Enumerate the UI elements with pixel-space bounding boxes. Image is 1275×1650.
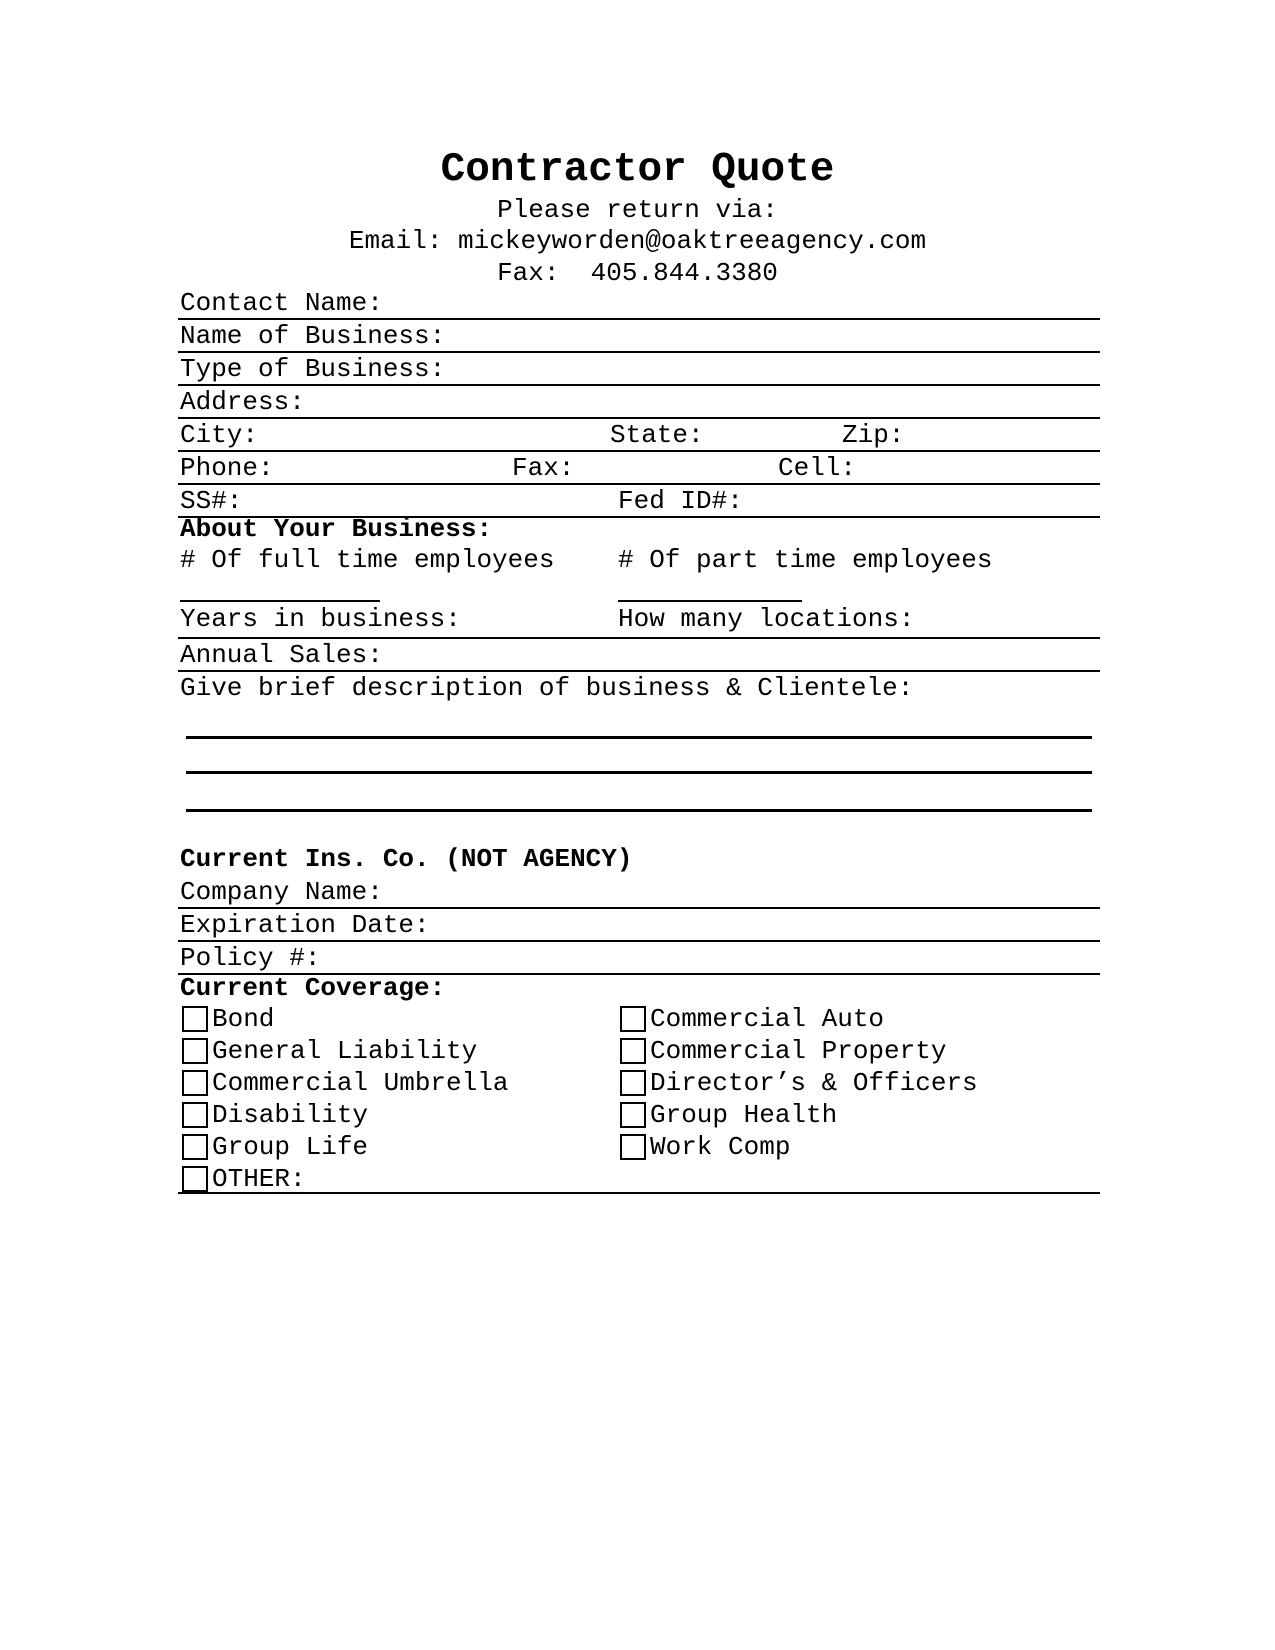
- ss-label: SS#:: [180, 486, 243, 516]
- fax-label: Fax:: [512, 453, 575, 483]
- coverage-row: [178, 1131, 1100, 1163]
- bond-checkbox[interactable]: [182, 1006, 208, 1032]
- coverage-row: [178, 1099, 1100, 1131]
- company-name-field[interactable]: [178, 876, 1100, 909]
- coverage-row: [178, 1003, 1100, 1035]
- description-label: Give brief description of business & Clientele:: [180, 673, 914, 703]
- phone-fax-cell-row[interactable]: [178, 452, 1100, 485]
- full-time-blank[interactable]: [180, 600, 380, 602]
- description-line-2[interactable]: [186, 771, 1092, 774]
- annual-sales-label: Annual Sales:: [180, 640, 383, 670]
- annual-sales-field[interactable]: [178, 639, 1100, 672]
- expiration-field[interactable]: [178, 909, 1100, 942]
- city-state-zip-row[interactable]: [178, 419, 1100, 452]
- business-name-label: Name of Business:: [180, 321, 446, 351]
- contact-section: [178, 287, 1100, 518]
- work-comp-label: Work Comp: [650, 1132, 791, 1162]
- commercial-property-checkbox[interactable]: [620, 1038, 646, 1064]
- current-insurance-section: [178, 843, 1100, 975]
- city-label: City:: [180, 420, 259, 450]
- directors-officers-checkbox[interactable]: [620, 1070, 646, 1096]
- group-health-checkbox[interactable]: [620, 1102, 646, 1128]
- employees-row: [178, 544, 1100, 609]
- return-instructions: Please return via:: [497, 195, 778, 225]
- bond-label: Bond: [212, 1004, 275, 1034]
- general-liability-checkbox[interactable]: [182, 1038, 208, 1064]
- part-time-label: # Of part time employees: [618, 545, 993, 575]
- description-row: [178, 672, 1100, 705]
- full-time-label: # Of full time employees: [180, 545, 555, 575]
- years-label: Years in business:: [180, 604, 461, 634]
- commercial-auto-checkbox[interactable]: [620, 1006, 646, 1032]
- disability-checkbox[interactable]: [182, 1102, 208, 1128]
- group-health-label: Group Health: [650, 1100, 838, 1130]
- commercial-auto-label: Commercial Auto: [650, 1004, 885, 1034]
- coverage-row: [178, 1067, 1100, 1099]
- part-time-blank[interactable]: [618, 600, 802, 602]
- company-name-label: Company Name:: [180, 877, 383, 907]
- return-email: Email: mickeyworden@oaktreeagency.com: [348, 226, 927, 256]
- about-heading-row: [178, 513, 1100, 544]
- business-name-field[interactable]: [178, 320, 1100, 353]
- group-life-checkbox[interactable]: [182, 1134, 208, 1160]
- directors-officers-label: Director’s & Officers: [650, 1068, 978, 1098]
- contact-name-field[interactable]: [178, 287, 1100, 320]
- return-fax: Fax: 405.844.3380: [497, 258, 778, 288]
- fed-id-label: Fed ID#:: [618, 486, 743, 516]
- commercial-umbrella-checkbox[interactable]: [182, 1070, 208, 1096]
- address-label: Address:: [180, 387, 305, 417]
- description-line-1[interactable]: [186, 736, 1092, 739]
- policy-label: Policy #:: [180, 943, 321, 973]
- commercial-umbrella-label: Commercial Umbrella: [212, 1068, 509, 1098]
- about-business-section: [178, 513, 1100, 705]
- other-checkbox[interactable]: [182, 1166, 208, 1192]
- zip-label: Zip:: [842, 420, 905, 450]
- commercial-property-label: Commercial Property: [650, 1036, 947, 1066]
- other-label: OTHER:: [212, 1164, 306, 1194]
- work-comp-checkbox[interactable]: [620, 1134, 646, 1160]
- page-title: Contractor Quote: [440, 147, 835, 193]
- about-heading: About Your Business:: [180, 514, 493, 544]
- group-life-label: Group Life: [212, 1132, 369, 1162]
- policy-field[interactable]: [178, 942, 1100, 975]
- coverage-heading-row: [178, 972, 1100, 1003]
- coverage-row: [178, 1163, 1100, 1195]
- address-field[interactable]: [178, 386, 1100, 419]
- general-liability-label: General Liability: [212, 1036, 478, 1066]
- contact-name-label: Contact Name:: [180, 288, 383, 318]
- coverage-heading: Current Coverage:: [180, 973, 446, 1003]
- current-coverage-section: [178, 972, 1100, 1194]
- insurance-heading-row: [178, 843, 1100, 876]
- description-line-3[interactable]: [186, 809, 1092, 812]
- business-type-field[interactable]: [178, 353, 1100, 386]
- cell-label: Cell:: [778, 453, 857, 483]
- locations-label: How many locations:: [618, 604, 915, 634]
- phone-label: Phone:: [180, 453, 274, 483]
- insurance-heading: Current Ins. Co. (NOT AGENCY): [180, 844, 633, 874]
- years-locations-row[interactable]: [178, 604, 1100, 639]
- business-type-label: Type of Business:: [180, 354, 446, 384]
- state-label: State:: [610, 420, 704, 450]
- disability-label: Disability: [212, 1100, 369, 1130]
- coverage-row: [178, 1035, 1100, 1067]
- expiration-label: Expiration Date:: [180, 910, 430, 940]
